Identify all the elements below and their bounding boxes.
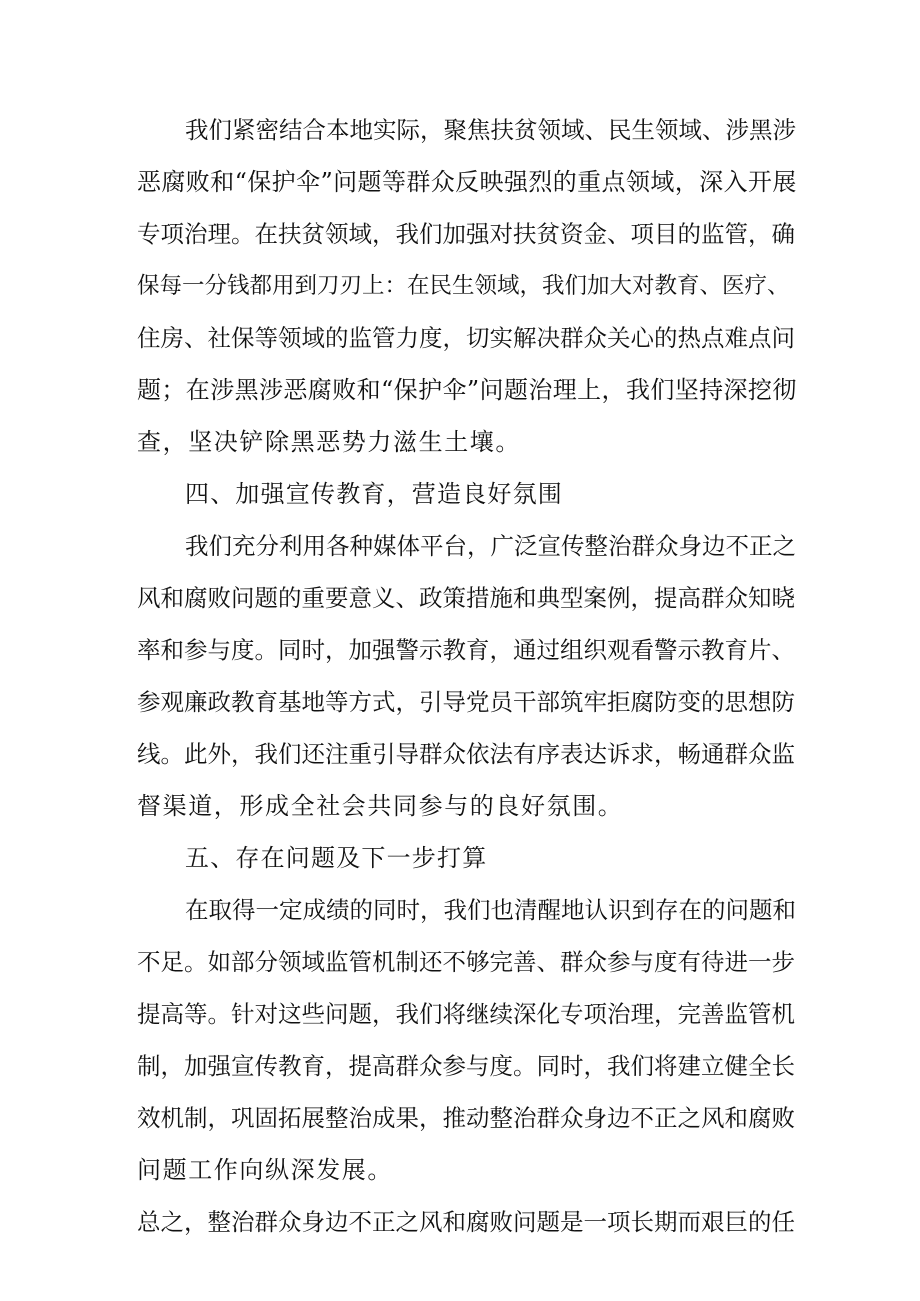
paragraph-line: 我们紧密结合本地实际，聚焦扶贫领域、民生领域、涉黑涉 bbox=[185, 116, 796, 144]
paragraph-line: 督渠道，形成全社会共同参与的良好氛围。 bbox=[137, 792, 624, 820]
paragraph-line: 专项治理。在扶贫领域，我们加强对扶贫资金、项目的监管，确 bbox=[137, 220, 795, 248]
paragraph-line: 制，加强宣传教育，提高群众参与度。同时，我们将建立健全长 bbox=[137, 1052, 795, 1080]
paragraph-line: 恶腐败和“保护伞”问题等群众反映强烈的重点领域，深入开展 bbox=[137, 168, 797, 196]
paragraph-line: 问题工作向纵深发展。 bbox=[137, 1156, 393, 1184]
paragraph-line: 参观廉政教育基地等方式，引导党员干部筑牢拒腐防变的思想防 bbox=[137, 688, 795, 716]
paragraph-line: 我们充分利用各种媒体平台，广泛宣传整治群众身边不正之 bbox=[185, 532, 796, 560]
paragraph-line: 题；在涉黑涉恶腐败和“保护伞”问题治理上，我们坚持深挖彻 bbox=[137, 376, 797, 404]
paragraph-line: 效机制，巩固拓展整治成果，推动整治群众身边不正之风和腐败 bbox=[137, 1104, 795, 1132]
section-heading: 四、加强宣传教育，营造良好氛围 bbox=[185, 480, 563, 508]
paragraph-line: 住房、社保等领域的监管力度，切实解决群众关心的热点难点问 bbox=[137, 324, 795, 352]
paragraph-line: 查，坚决铲除黑恶势力滋生土壤。 bbox=[137, 428, 521, 456]
paragraph-line: 在取得一定成绩的同时，我们也清醒地认识到存在的问题和 bbox=[185, 896, 796, 924]
paragraph-line: 保每一分钱都用到刀刃上：在民生领域，我们加大对教育、医疗、 bbox=[137, 273, 790, 299]
paragraph-line: 提高等。针对这些问题，我们将继续深化专项治理，完善监管机 bbox=[137, 1000, 795, 1028]
paragraph-line: 线。此外，我们还注重引导群众依法有序表达诉求，畅通群众监 bbox=[137, 740, 795, 768]
paragraph-line: 风和腐败问题的重要意义、政策措施和典型案例，提高群众知晓 bbox=[137, 584, 795, 612]
paragraph-line: 总之，整治群众身边不正之风和腐败问题是一项长期而艰巨的任 bbox=[137, 1208, 795, 1236]
paragraph-line: 率和参与度。同时，加强警示教育，通过组织观看警示教育片、 bbox=[137, 636, 795, 664]
paragraph-line: 不足。如部分领域监管机制还不够完善、群众参与度有待进一步 bbox=[137, 948, 795, 976]
section-heading: 五、存在问题及下一步打算 bbox=[185, 844, 488, 872]
